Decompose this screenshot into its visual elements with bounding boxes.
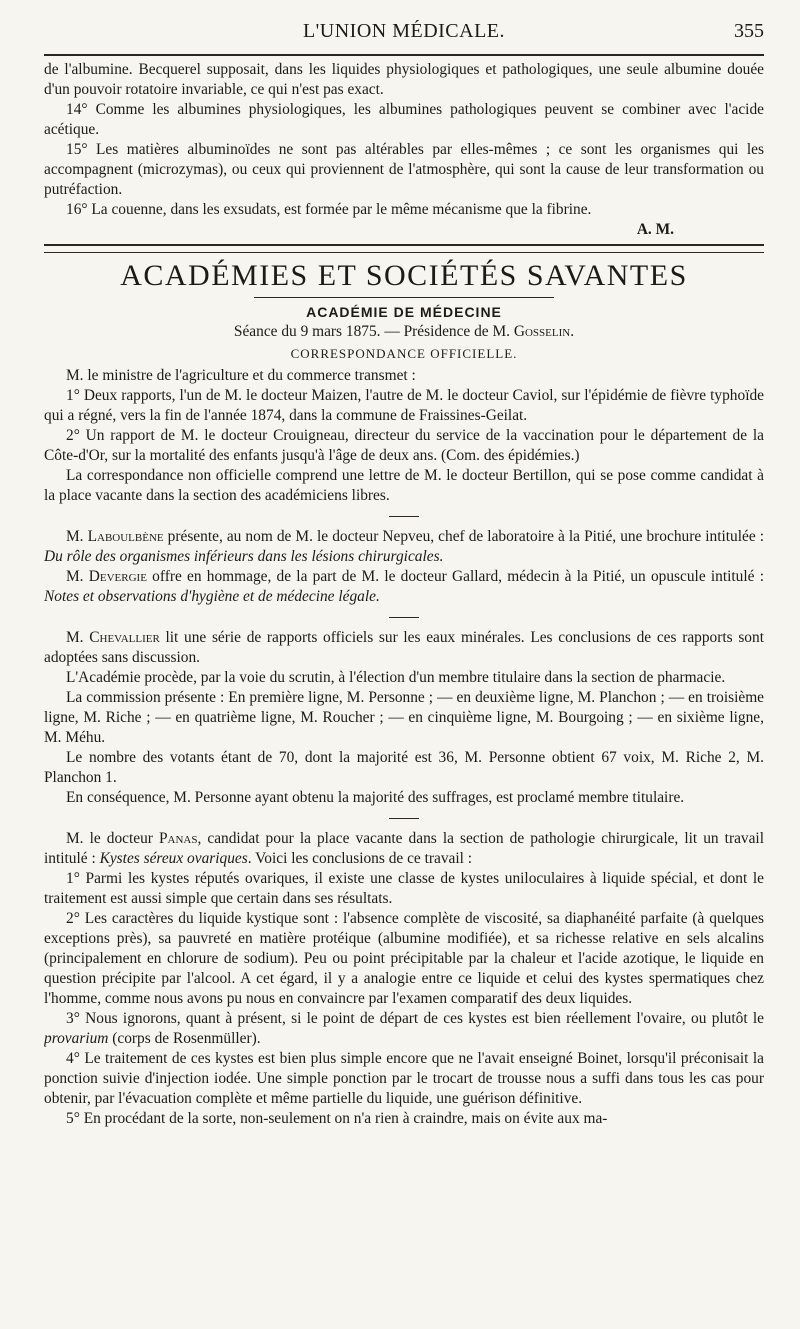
session-suffix: . bbox=[570, 323, 575, 340]
laboulbene-name: Laboulbène bbox=[87, 528, 164, 545]
election-paragraph: Le nombre des votants étant de 70, dont la majorité est 36, M. Personne obtient 67 voix, M. Riche 2, M. Planchon 1. bbox=[44, 749, 764, 786]
section-divider bbox=[44, 244, 764, 253]
page-number: 355 bbox=[734, 20, 764, 42]
conclusion-item: 5° En procédant de la sorte, non-seulement on n'a rien à craindre, mais on évite aux ma- bbox=[66, 1110, 608, 1127]
short-divider bbox=[389, 818, 419, 819]
devergie-title: Notes et observations d'hygiène et de médecine légale. bbox=[44, 588, 380, 605]
running-title: L'UNION MÉDICALE. bbox=[302, 20, 506, 42]
c3-term: provarium bbox=[44, 1030, 109, 1047]
panas-prefix: M. le docteur bbox=[66, 830, 159, 847]
election-block bbox=[44, 628, 764, 808]
intro-paragraph: 14° Comme les albumines physiologiques, les albumines pathologiques peuvent se combiner avec l'acide acétique. bbox=[44, 101, 764, 138]
academy-heading: ACADÉMIE DE MÉDECINE bbox=[306, 304, 502, 320]
session-line bbox=[44, 322, 764, 342]
title-underline bbox=[254, 297, 554, 298]
session-prefix: Séance du 9 mars 1875. — Présidence de M. bbox=[233, 323, 514, 340]
panas-block bbox=[44, 829, 764, 1129]
election-paragraph: La commission présente : En première ligne, M. Personne ; — en deuxième ligne, M. Planchon ; — en troisième ligne, M. Riche ; — en quatrième ligne, M. Roucher ; — en cinquième ligne, M. Bourgoing ; — en sixième ligne, M. Méhu. bbox=[44, 689, 764, 746]
short-divider bbox=[389, 516, 419, 517]
presentation-paragraph bbox=[44, 567, 764, 607]
laboulbene-text: présente, au nom de M. le docteur Nepveu, chef de laboratoire à la Pitié, une brochure intitulée : bbox=[163, 528, 764, 545]
devergie-name: Devergie bbox=[88, 568, 147, 585]
election-paragraph: En conséquence, M. Personne ayant obtenu la majorité des suffrages, est proclamé membre titulaire. bbox=[66, 789, 685, 806]
c3-after: (corps de Rosenmüller). bbox=[108, 1030, 261, 1047]
panas-text-after: . Voici les conclusions de ce travail : bbox=[247, 850, 473, 867]
correspondence-paragraph: M. le ministre de l'agriculture et du commerce transmet : bbox=[66, 367, 416, 384]
intro-paragraph: 15° Les matières albuminoïdes ne sont pas altérables par elles-mêmes ; ce sont les organismes qui les accompagnent (microzymas), ou ceux qui proviennent de l'atmosphère, qui sont la cause de leur transformation ou putréfaction. bbox=[44, 141, 764, 198]
short-divider bbox=[389, 617, 419, 618]
correspondence-paragraph: La correspondance non officielle comprend une lettre de M. le docteur Bertillon, qui se pose comme candidat à la place vacante dans la section des académiciens libres. bbox=[44, 467, 764, 504]
panas-name: Panas bbox=[158, 830, 198, 847]
intro-paragraph: 16° La couenne, dans les exsudats, est formée par le même mécanisme que la fibrine. bbox=[66, 201, 592, 218]
chevallier-prefix: M. bbox=[66, 629, 90, 646]
intro-paragraph: de l'albumine. Becquerel supposait, dans les liquides physiologiques et pathologiques, une seule albumine douée d'un pouvoir rotatoire invariable, ce qui n'est pas exact. bbox=[44, 61, 764, 98]
presentations-block bbox=[44, 527, 764, 607]
panas-intro bbox=[44, 829, 764, 869]
conclusion-item: 4° Le traitement de ces kystes est bien plus simple encore que ne l'avait enseigné Boinet, lorsqu'il préconisait la ponction suivie d'injection iodée. Une simple ponction par le trocart de trousse nous a suffi dans tous les cas pour obtenir, par l'évacuation complète et même partielle du liquide, une guérison définitive. bbox=[44, 1050, 764, 1107]
author-signature: A. M. bbox=[636, 221, 674, 238]
correspondence-block bbox=[44, 366, 764, 506]
presentation-paragraph bbox=[44, 527, 764, 567]
intro-conclusions bbox=[44, 60, 764, 220]
devergie-text: offre en hommage, de la part de M. le docteur Gallard, médecin à la Pitié, un opuscule intitulé : bbox=[146, 568, 764, 585]
page-header bbox=[44, 20, 764, 56]
conclusion-item: 1° Parmi les kystes réputés ovariques, il existe une classe de kystes uniloculaires à liquide spécial, et dont le traitement est aussi simple que certain dans ses résultats. bbox=[44, 870, 764, 907]
panas-text: , candidat pour la place vacante dans la section de pathologie chirurgicale, lit un travail intitulé : bbox=[44, 830, 764, 867]
section-title: ACADÉMIES ET SOCIÉTÉS SAVANTES bbox=[120, 259, 688, 292]
chevallier-name: Chevallier bbox=[89, 629, 160, 646]
chevallier-text: lit une série de rapports officiels sur les eaux minérales. Les conclusions de ces rapports sont adoptées sans discussion. bbox=[44, 629, 764, 666]
laboulbene-prefix: M. bbox=[66, 528, 88, 545]
laboulbene-title: Du rôle des organismes inférieurs dans les lésions chirurgicales. bbox=[44, 548, 444, 565]
election-paragraph: L'Académie procède, par la voie du scrutin, à l'élection d'un membre titulaire dans la section de pharmacie. bbox=[66, 669, 726, 686]
c3-before: 3° Nous ignorons, quant à présent, si le point de départ de ces kystes est bien réellement l'ovaire, ou plutôt le bbox=[66, 1010, 764, 1027]
correspondence-paragraph: 1° Deux rapports, l'un de M. le docteur Maizen, l'autre de M. le docteur Caviol, sur l'épidémie de fièvre typhoïde qui a régné, vers la fin de l'année 1874, dans la commune de Fraissines-Geilat. bbox=[44, 387, 764, 424]
correspondence-heading: CORRESPONDANCE OFFICIELLE. bbox=[290, 346, 518, 361]
correspondence-paragraph: 2° Un rapport de M. le docteur Crouigneau, directeur du service de la vaccination pour le département de la Côte-d'Or, sur la mortalité des enfants jusqu'à l'âge de deux ans. (Com. des épidémies.) bbox=[44, 427, 764, 464]
conclusion-item: 2° Les caractères du liquide kystique sont : l'absence complète de viscosité, sa diaphanéité parfaite (à quelques exceptions près), sa pauvreté en matière protéique (albumine modifiée), et sa richesse relative en sels alcalins (principalement en chlorure de sodium). Peu ou point précipitable par la chaleur et l'acide azotique, le liquide en question précipite par l'alcool. A cet égard, il y a analogie entre ce liquide et celui des kystes spermatiques chez l'homme, comme nous avons pu nous en convaincre par l'examen comparatif des deux liquides. bbox=[44, 910, 764, 1007]
panas-title: Kystes séreux ovariques bbox=[99, 850, 248, 867]
conclusion-item bbox=[44, 1009, 764, 1049]
devergie-prefix: M. bbox=[66, 568, 89, 585]
session-president: Gosselin bbox=[513, 323, 571, 340]
election-paragraph bbox=[44, 628, 764, 668]
journal-page bbox=[44, 20, 764, 1310]
